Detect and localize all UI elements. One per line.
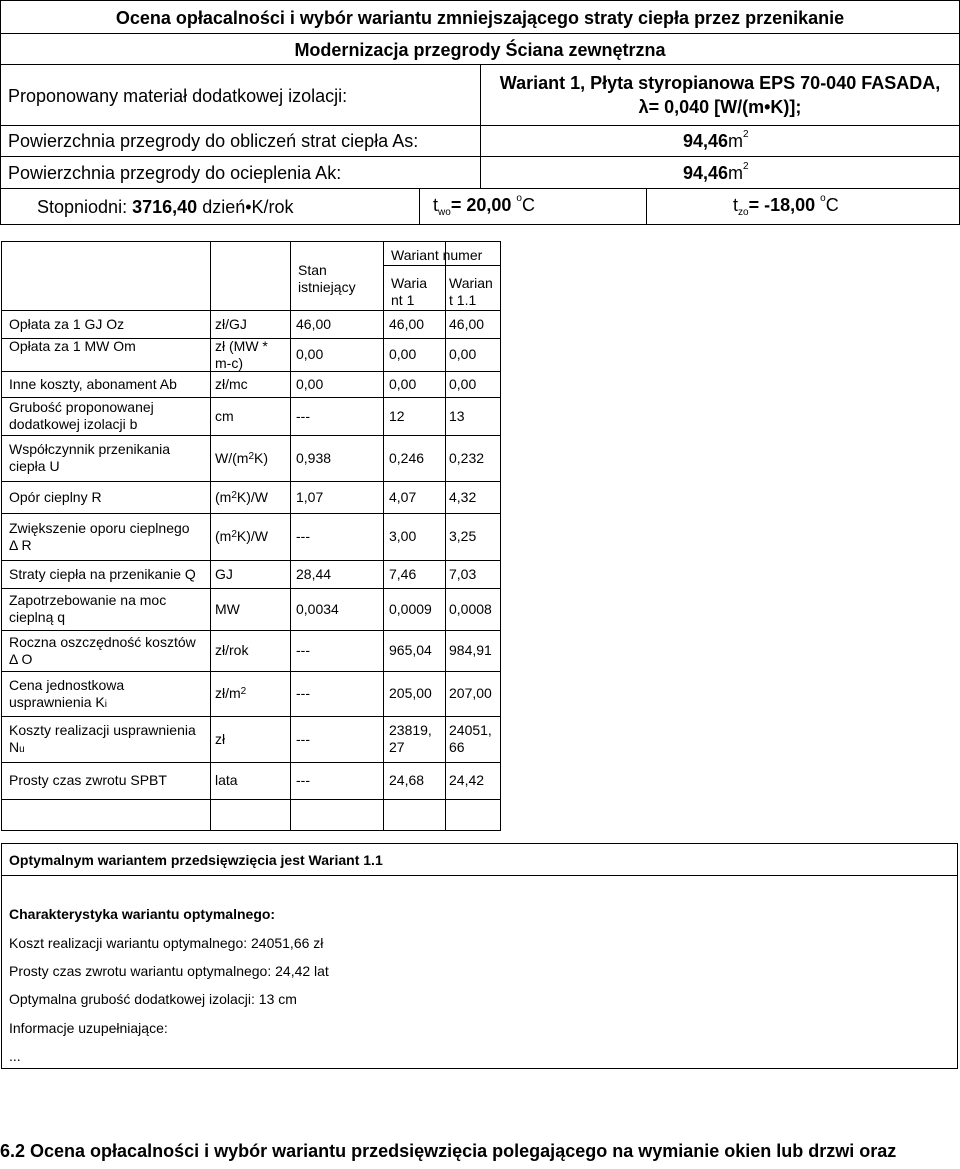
table-gridline	[2, 588, 500, 589]
row-label-line1: Prosty czas zwrotu SPBT	[9, 772, 167, 788]
value-wariant-11: 207,00	[449, 685, 492, 701]
row-unit-line1: MW	[215, 600, 240, 617]
row-unit-line1: $(m^2K)/W$	[215, 488, 268, 505]
table-gridline	[445, 242, 446, 830]
row-label-line1: Współczynnik przenikania	[9, 441, 171, 457]
value-line: 24051,	[449, 722, 492, 738]
row-unit	[215, 450, 268, 467]
row-label	[9, 489, 102, 506]
table-gridline	[2, 560, 500, 561]
row-label-line2: cieplną q	[9, 609, 66, 625]
row-label-line1: Cena jednostkowa	[9, 676, 125, 693]
header-wariant-11-line2: t 1.1	[449, 292, 477, 308]
table-gridline	[2, 397, 500, 398]
value-wariant-1: 4,07	[389, 488, 417, 505]
value-stan-istniejacy: 0,938	[296, 449, 332, 466]
row-unit	[215, 316, 247, 333]
value-stan-istniejacy: ---	[296, 407, 310, 424]
material-label: Proponowany materiał dodatkowej izolacji:	[8, 86, 348, 106]
value-wariant-11: 3,25	[449, 528, 477, 544]
summary-box	[1, 843, 958, 1069]
value-wariant-11: 0,00	[449, 346, 477, 362]
table-gridline	[2, 716, 500, 717]
value-stan-istniejacy: ---	[296, 685, 310, 701]
degree-days: Stopniodni: 3716,40 dzień•K/rok	[37, 197, 294, 217]
value-stan-istniejacy: 28,44	[296, 565, 332, 582]
value-line: 23819,	[389, 722, 432, 738]
table-gridline	[210, 310, 211, 830]
row-label-line2: dodatkowej izolacji b	[9, 416, 138, 432]
optimal-thickness: Optymalna grubość dodatkowej izolacji: 13 cm	[9, 991, 297, 1007]
value-wariant-1: 0,00	[389, 375, 417, 392]
table-gridline	[2, 310, 500, 311]
header-wariant-1-line2: nt 1	[391, 292, 415, 308]
row-unit-line1: lata	[215, 772, 238, 788]
row-label	[9, 441, 170, 475]
row-label-line1: Opłata za 1 MW Om	[9, 337, 136, 354]
row-unit-line1: GJ	[215, 565, 233, 582]
header-istniejacy: istniejący	[298, 279, 356, 295]
row-unit-line1: zł/mc	[215, 375, 248, 392]
value-wariant-1	[389, 722, 432, 756]
table-gridline	[210, 242, 211, 310]
table-gridline	[2, 513, 500, 514]
row-unit	[215, 376, 248, 393]
value-stan-istniejacy: 46,00	[296, 315, 332, 332]
row-label-line1: Straty ciepła na przenikanie Q	[9, 565, 196, 582]
row-unit-line1: zł/GJ	[215, 315, 247, 332]
value-wariant-11: 13	[449, 407, 465, 424]
row-unit-line2: m-c)	[215, 354, 243, 371]
row-unit-line1: $W/(m^2K)$	[215, 449, 268, 466]
section-heading: 6.2 Ocena opłacalności i wybór wariantu przedsięwzięcia polegającego na wymianie okien lub drzwi oraz	[0, 1141, 897, 1161]
table-gridline	[290, 242, 291, 830]
row-unit	[215, 601, 240, 618]
value-line: 27	[389, 739, 405, 755]
row-label-line2: Δ R	[9, 536, 32, 553]
row-unit	[215, 731, 225, 748]
value-wariant-11: 46,00	[449, 315, 485, 332]
row-label	[9, 592, 166, 626]
row-label	[9, 376, 177, 393]
value-stan-istniejacy: 0,0034	[296, 600, 339, 617]
row-label	[9, 316, 124, 333]
value-stan-istniejacy: ---	[296, 528, 310, 544]
row-label-line2: ciepła U	[9, 458, 60, 474]
row-label	[9, 634, 196, 668]
table-gridline	[2, 481, 500, 482]
value-wariant-1: 7,46	[389, 565, 417, 582]
value-wariant-1: 0,0009	[389, 600, 432, 617]
value-wariant-1: 205,00	[389, 685, 432, 701]
value-stan-istniejacy: ---	[296, 772, 310, 788]
table-gridline	[2, 671, 500, 672]
value-stan-istniejacy: 1,07	[296, 488, 324, 505]
row-unit	[215, 685, 246, 702]
row-unit-line1: cm	[215, 407, 234, 424]
row-unit	[215, 566, 233, 583]
row-label-line1: Zapotrzebowanie na moc	[9, 592, 167, 608]
row-unit	[215, 528, 268, 545]
row-label-line2: usprawnienia $K_i$	[9, 693, 107, 710]
header-wariant-numer: Wariant numer	[391, 247, 483, 263]
row-label-line1: Grubość proponowanej	[9, 399, 154, 415]
row-label-line1: Opór cieplny R	[9, 488, 102, 505]
row-label-line1: Inne koszty, abonament Ab	[9, 375, 177, 392]
material-value-line2: λ= 0,040 [W/(m•K)];	[638, 97, 802, 117]
row-unit-line1: zł	[215, 730, 226, 747]
header-wariant-1-line1: Waria	[391, 275, 428, 291]
value-wariant-11: 24,42	[449, 772, 485, 788]
value-wariant-1: 965,04	[389, 642, 432, 658]
row-unit	[215, 642, 248, 659]
row-label	[9, 722, 196, 756]
value-wariant-11: 0,00	[449, 375, 477, 392]
header-block	[0, 0, 960, 225]
optimal-cost: Koszt realizacji wariantu optymalnego: 24051,66 zł	[9, 935, 324, 951]
row-label-line2: Δ O	[9, 650, 33, 667]
row-label-line1: Zwiększenie oporu cieplnego	[9, 519, 190, 536]
row-label-line1: Koszty realizacji usprawnienia	[9, 722, 196, 738]
value-wariant-11: 4,32	[449, 488, 477, 505]
optimal-payback: Prosty czas zwrotu wariantu optymalnego: 24,42 lat	[9, 963, 329, 979]
value-stan-istniejacy: 0,00	[296, 375, 324, 392]
table-gridline	[2, 630, 500, 631]
value-wariant-11: 984,91	[449, 642, 492, 658]
row-label	[9, 520, 190, 554]
row-unit	[215, 408, 234, 425]
external-temperature: $t_{zo}= -18,00$ $^o$C	[733, 193, 839, 218]
value-wariant-1: 24,68	[389, 772, 425, 788]
value-wariant-11: 7,03	[449, 565, 477, 582]
characteristics-title: Charakterystyka wariantu optymalnego:	[9, 906, 276, 922]
row-label	[9, 677, 124, 711]
header-wariant-11-line1: Warian	[449, 275, 493, 291]
row-label	[9, 338, 136, 355]
value-line: 66	[449, 739, 465, 755]
table-gridline	[2, 799, 500, 800]
area-ak-label: Powierzchnia przegrody do ocieplenia Ak:	[8, 163, 342, 183]
row-label	[9, 566, 196, 583]
value-wariant-1: 12	[389, 407, 405, 424]
value-stan-istniejacy: ---	[296, 642, 310, 658]
value-wariant-1: 0,246	[389, 449, 425, 466]
optimal-variant: Optymalnym wariantem przedsięwzięcia jest Wariant 1.1	[9, 852, 383, 868]
area-as-label: Powierzchnia przegrody do obliczeń strat ciepła As:	[8, 131, 419, 151]
material-value-line1: Wariant 1, Płyta styropianowa EPS 70-040 FASADA,	[499, 73, 941, 93]
value-stan-istniejacy: 0,00	[296, 346, 324, 362]
page-subtitle: Modernizacja przegrody Ściana zewnętrzna	[294, 40, 666, 60]
table-gridline	[2, 435, 500, 436]
area-as-value: $94,46m^2$	[683, 129, 749, 151]
value-wariant-1: 46,00	[389, 315, 425, 332]
table-gridline	[2, 762, 500, 763]
row-label	[9, 772, 167, 789]
table-gridline	[383, 242, 384, 830]
value-wariant-11: 0,0008	[449, 600, 492, 617]
info-dots: ...	[9, 1048, 21, 1064]
value-wariant-1: 3,00	[389, 528, 417, 544]
variant-table	[1, 241, 501, 831]
value-wariant-1: 0,00	[389, 346, 417, 362]
internal-temperature: $t_{wo}= 20,00$ $^o$C	[433, 193, 535, 218]
page-title: Ocena opłacalności i wybór wariantu zmniejszającego straty ciepła przez przenikanie	[115, 8, 845, 28]
table-gridline	[383, 265, 500, 266]
row-label-line2: $N_u$	[9, 739, 25, 755]
row-unit	[215, 338, 268, 372]
row-unit-line1: zł/rok	[215, 642, 249, 658]
row-label	[9, 399, 154, 433]
row-unit-line1: zł (MW *	[215, 337, 268, 354]
row-unit-line1: $(m^2K)/W$	[215, 528, 268, 544]
row-label-line1: Opłata za 1 GJ Oz	[9, 315, 125, 332]
info-label: Informacje uzupełniające:	[9, 1020, 168, 1036]
value-stan-istniejacy: ---	[296, 730, 310, 747]
value-wariant-11	[449, 722, 492, 756]
row-unit	[215, 772, 238, 789]
header-stan: Stan	[298, 262, 327, 278]
area-ak-value: $94,46m^2$	[683, 161, 749, 183]
row-label-line1: Roczna oszczędność kosztów	[9, 633, 196, 650]
row-unit	[215, 489, 268, 506]
value-wariant-11: 0,232	[449, 449, 485, 466]
row-unit-line1: $zł/m^2$	[215, 685, 247, 701]
